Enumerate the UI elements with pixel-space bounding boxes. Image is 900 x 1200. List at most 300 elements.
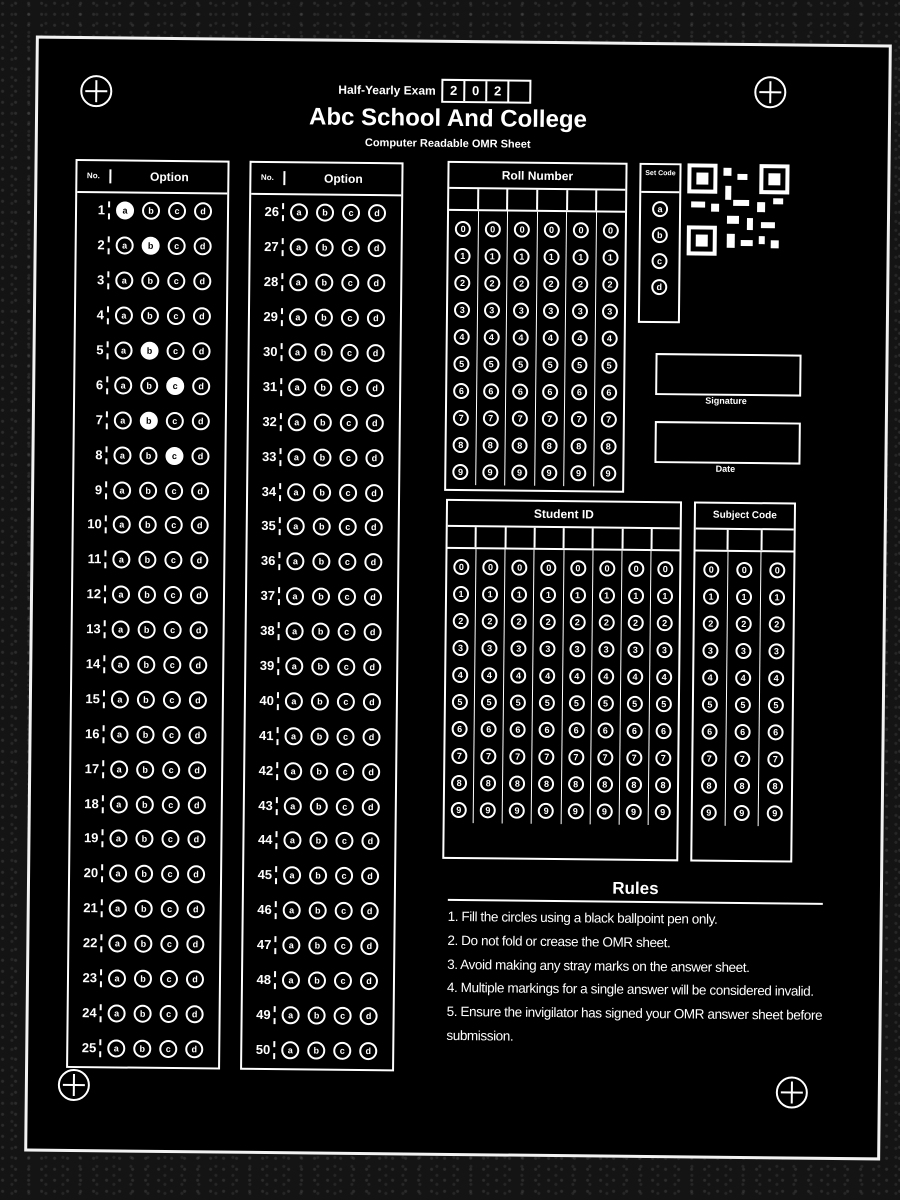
digit-bubble-8[interactable]: 8	[453, 436, 469, 452]
digit-bubble-6[interactable]: 6	[512, 383, 528, 399]
digit-bubble-8[interactable]: 8	[767, 778, 783, 794]
digit-bubble-0[interactable]: 0	[573, 222, 589, 238]
option-bubble-c[interactable]: c	[338, 623, 356, 641]
option-bubble-d[interactable]: d	[191, 447, 209, 465]
digit-bubble-2[interactable]: 2	[598, 614, 614, 630]
option-bubble-b[interactable]: b	[310, 762, 328, 780]
digit-bubble-9[interactable]: 9	[570, 465, 586, 481]
option-bubble-c[interactable]: c	[160, 970, 178, 988]
digit-bubble-4[interactable]: 4	[542, 329, 558, 345]
option-bubble-b[interactable]: b	[134, 935, 152, 953]
option-bubble-d[interactable]: d	[194, 238, 212, 256]
option-bubble-d[interactable]: d	[188, 796, 206, 814]
digit-bubble-5[interactable]: 5	[627, 695, 643, 711]
digit-bubble-6[interactable]: 6	[571, 384, 587, 400]
digit-bubble-3[interactable]: 3	[602, 303, 618, 319]
option-bubble-b[interactable]: b	[313, 448, 331, 466]
digit-entry-cell[interactable]	[729, 530, 763, 550]
option-bubble-c[interactable]: c	[161, 865, 179, 883]
digit-bubble-8[interactable]: 8	[701, 777, 717, 793]
option-bubble-d[interactable]: d	[360, 937, 378, 955]
option-bubble-d[interactable]: d	[362, 763, 380, 781]
option-bubble-c[interactable]: c	[162, 726, 180, 744]
option-bubble-a[interactable]: a	[285, 692, 303, 710]
digit-bubble-3[interactable]: 3	[572, 303, 588, 319]
option-bubble-a[interactable]: a	[113, 481, 131, 499]
option-bubble-d[interactable]: d	[190, 586, 208, 604]
option-bubble-a[interactable]: a	[281, 1041, 299, 1059]
option-bubble-b[interactable]: b	[310, 797, 328, 815]
digit-bubble-1[interactable]: 1	[657, 588, 673, 604]
digit-bubble-3[interactable]: 3	[768, 643, 784, 659]
option-bubble-b[interactable]: b	[312, 623, 330, 641]
option-bubble-d[interactable]: d	[192, 342, 210, 360]
option-bubble-d[interactable]: d	[363, 693, 381, 711]
option-bubble-a[interactable]: a	[285, 657, 303, 675]
digit-bubble-3[interactable]: 3	[598, 641, 614, 657]
digit-bubble-7[interactable]: 7	[539, 748, 555, 764]
digit-bubble-8[interactable]: 8	[482, 437, 498, 453]
option-bubble-d[interactable]: d	[364, 553, 382, 571]
digit-bubble-3[interactable]: 3	[452, 639, 468, 655]
option-bubble-d[interactable]: d	[361, 902, 379, 920]
digit-entry-cell[interactable]	[449, 189, 479, 209]
option-bubble-c[interactable]: c	[165, 447, 183, 465]
digit-bubble-2[interactable]: 2	[569, 614, 585, 630]
option-bubble-d[interactable]: d	[361, 832, 379, 850]
option-bubble-d[interactable]: d	[367, 309, 385, 327]
option-bubble-c[interactable]: c	[339, 518, 357, 536]
option-bubble-b[interactable]: b	[140, 411, 158, 429]
digit-bubble-0[interactable]: 0	[570, 560, 586, 576]
digit-bubble-2[interactable]: 2	[540, 613, 556, 629]
option-bubble-b[interactable]: b	[312, 553, 330, 571]
option-bubble-b[interactable]: b	[139, 481, 157, 499]
digit-bubble-2[interactable]: 2	[703, 615, 719, 631]
digit-bubble-6[interactable]: 6	[453, 382, 469, 398]
option-bubble-b[interactable]: b	[136, 760, 154, 778]
digit-bubble-6[interactable]: 6	[702, 723, 718, 739]
option-bubble-b[interactable]: b	[136, 795, 154, 813]
digit-bubble-6[interactable]: 6	[735, 723, 751, 739]
digit-bubble-4[interactable]: 4	[702, 669, 718, 685]
digit-bubble-4[interactable]: 4	[540, 667, 556, 683]
option-bubble-d[interactable]: d	[365, 484, 383, 502]
digit-bubble-0[interactable]: 0	[736, 561, 752, 577]
option-bubble-d[interactable]: d	[366, 344, 384, 362]
digit-bubble-7[interactable]: 7	[568, 749, 584, 765]
digit-bubble-9[interactable]: 9	[701, 804, 717, 820]
option-bubble-a[interactable]: a	[112, 621, 130, 639]
digit-bubble-2[interactable]: 2	[482, 613, 498, 629]
digit-bubble-9[interactable]: 9	[600, 465, 616, 481]
digit-bubble-4[interactable]: 4	[572, 330, 588, 346]
digit-bubble-0[interactable]: 0	[514, 221, 530, 237]
digit-bubble-9[interactable]: 9	[734, 804, 750, 820]
option-bubble-b[interactable]: b	[141, 272, 159, 290]
option-bubble-d[interactable]: d	[193, 307, 211, 325]
option-bubble-a[interactable]: a	[290, 204, 308, 222]
digit-bubble-5[interactable]: 5	[542, 356, 558, 372]
digit-bubble-1[interactable]: 1	[453, 585, 469, 601]
year-digit[interactable]	[510, 82, 530, 102]
option-bubble-b[interactable]: b	[141, 307, 159, 325]
option-bubble-b[interactable]: b	[133, 1039, 151, 1057]
digit-entry-cell[interactable]	[623, 529, 652, 549]
option-bubble-b[interactable]: b	[314, 413, 332, 431]
option-bubble-b[interactable]: b	[308, 1006, 326, 1024]
option-bubble-b[interactable]: b	[311, 692, 329, 710]
digit-bubble-7[interactable]: 7	[453, 409, 469, 425]
digit-bubble-4[interactable]: 4	[601, 330, 617, 346]
digit-bubble-9[interactable]: 9	[509, 802, 525, 818]
digit-bubble-0[interactable]: 0	[599, 560, 615, 576]
option-bubble-a[interactable]: a	[287, 448, 305, 466]
option-bubble-c[interactable]: c	[164, 551, 182, 569]
option-bubble-a[interactable]: a	[282, 936, 300, 954]
option-bubble-b[interactable]: b	[315, 274, 333, 292]
option-bubble-c[interactable]: c	[336, 762, 354, 780]
option-bubble-b[interactable]: b	[138, 586, 156, 604]
digit-bubble-0[interactable]: 0	[703, 561, 719, 577]
option-bubble-a[interactable]: a	[115, 272, 133, 290]
digit-bubble-8[interactable]: 8	[512, 437, 528, 453]
option-bubble-a[interactable]: a	[114, 411, 132, 429]
option-bubble-d[interactable]: d	[187, 831, 205, 849]
option-bubble-b[interactable]: b	[135, 865, 153, 883]
digit-bubble-5[interactable]: 5	[513, 356, 529, 372]
digit-bubble-9[interactable]: 9	[538, 802, 554, 818]
option-bubble-d[interactable]: d	[363, 658, 381, 676]
option-bubble-a[interactable]: a	[286, 587, 304, 605]
digit-bubble-1[interactable]: 1	[570, 587, 586, 603]
digit-bubble-1[interactable]: 1	[482, 586, 498, 602]
option-bubble-b[interactable]: b	[309, 832, 327, 850]
option-bubble-c[interactable]: c	[167, 272, 185, 290]
option-bubble-c[interactable]: c	[166, 377, 184, 395]
digit-bubble-0[interactable]: 0	[544, 221, 560, 237]
digit-bubble-7[interactable]: 7	[480, 748, 496, 764]
option-bubble-c[interactable]: c	[159, 1040, 177, 1058]
option-bubble-a[interactable]: a	[282, 971, 300, 989]
digit-bubble-4[interactable]: 4	[510, 667, 526, 683]
digit-bubble-5[interactable]: 5	[601, 357, 617, 373]
option-bubble-d[interactable]: d	[191, 517, 209, 535]
digit-bubble-8[interactable]: 8	[538, 775, 554, 791]
option-bubble-b[interactable]: b	[139, 516, 157, 534]
option-bubble-a[interactable]: a	[109, 830, 127, 848]
set-code-bubble-d[interactable]: d	[651, 279, 667, 295]
option-bubble-c[interactable]: c	[339, 448, 357, 466]
digit-bubble-5[interactable]: 5	[539, 694, 555, 710]
option-bubble-a[interactable]: a	[109, 900, 127, 918]
option-bubble-a[interactable]: a	[114, 376, 132, 394]
digit-bubble-7[interactable]: 7	[483, 410, 499, 426]
option-bubble-b[interactable]: b	[134, 1005, 152, 1023]
option-bubble-a[interactable]: a	[113, 516, 131, 534]
option-bubble-c[interactable]: c	[166, 342, 184, 360]
digit-bubble-7[interactable]: 7	[734, 750, 750, 766]
digit-bubble-0[interactable]: 0	[657, 561, 673, 577]
option-bubble-c[interactable]: c	[341, 274, 359, 292]
option-bubble-d[interactable]: d	[360, 972, 378, 990]
option-bubble-d[interactable]: d	[185, 1040, 203, 1058]
option-bubble-b[interactable]: b	[137, 656, 155, 674]
option-bubble-a[interactable]: a	[110, 795, 128, 813]
digit-bubble-1[interactable]: 1	[736, 588, 752, 604]
set-code-bubble-c[interactable]: c	[651, 253, 667, 269]
year-digit[interactable]: 2	[444, 81, 466, 101]
digit-bubble-5[interactable]: 5	[483, 356, 499, 372]
digit-bubble-8[interactable]: 8	[626, 776, 642, 792]
option-bubble-c[interactable]: c	[340, 414, 358, 432]
digit-bubble-0[interactable]: 0	[769, 562, 785, 578]
option-bubble-c[interactable]: c	[164, 621, 182, 639]
digit-entry-cell[interactable]	[594, 528, 623, 548]
digit-bubble-3[interactable]: 3	[454, 301, 470, 317]
option-bubble-c[interactable]: c	[334, 1007, 352, 1025]
option-bubble-b[interactable]: b	[134, 970, 152, 988]
option-bubble-b[interactable]: b	[314, 378, 332, 396]
digit-bubble-2[interactable]: 2	[453, 612, 469, 628]
option-bubble-a[interactable]: a	[111, 655, 129, 673]
digit-bubble-4[interactable]: 4	[768, 670, 784, 686]
digit-bubble-7[interactable]: 7	[451, 747, 467, 763]
digit-bubble-9[interactable]: 9	[767, 805, 783, 821]
digit-bubble-1[interactable]: 1	[599, 587, 615, 603]
option-bubble-c[interactable]: c	[168, 237, 186, 255]
option-bubble-a[interactable]: a	[113, 446, 131, 464]
digit-bubble-0[interactable]: 0	[628, 560, 644, 576]
digit-bubble-4[interactable]: 4	[735, 669, 751, 685]
digit-bubble-3[interactable]: 3	[735, 642, 751, 658]
option-bubble-d[interactable]: d	[189, 656, 207, 674]
option-bubble-c[interactable]: c	[166, 412, 184, 430]
option-bubble-c[interactable]: c	[333, 1042, 351, 1060]
option-bubble-d[interactable]: d	[364, 623, 382, 641]
digit-bubble-2[interactable]: 2	[543, 275, 559, 291]
digit-bubble-4[interactable]: 4	[481, 667, 497, 683]
digit-bubble-6[interactable]: 6	[626, 722, 642, 738]
digit-bubble-6[interactable]: 6	[483, 383, 499, 399]
digit-bubble-2[interactable]: 2	[657, 615, 673, 631]
option-bubble-a[interactable]: a	[110, 760, 128, 778]
option-bubble-d[interactable]: d	[188, 726, 206, 744]
digit-bubble-1[interactable]: 1	[511, 586, 527, 602]
digit-entry-cell[interactable]	[565, 528, 594, 548]
digit-bubble-1[interactable]: 1	[602, 249, 618, 265]
date-field[interactable]	[654, 421, 800, 465]
option-bubble-a[interactable]: a	[111, 690, 129, 708]
option-bubble-a[interactable]: a	[289, 308, 307, 326]
option-bubble-c[interactable]: c	[160, 1005, 178, 1023]
option-bubble-a[interactable]: a	[288, 343, 306, 361]
option-bubble-d[interactable]: d	[190, 621, 208, 639]
digit-bubble-5[interactable]: 5	[768, 697, 784, 713]
option-bubble-a[interactable]: a	[112, 551, 130, 569]
digit-bubble-1[interactable]: 1	[514, 248, 530, 264]
option-bubble-d[interactable]: d	[360, 1007, 378, 1025]
option-bubble-a[interactable]: a	[287, 483, 305, 501]
digit-bubble-9[interactable]: 9	[541, 464, 557, 480]
digit-entry-cell[interactable]	[652, 529, 679, 549]
digit-bubble-9[interactable]: 9	[626, 803, 642, 819]
digit-bubble-2[interactable]: 2	[484, 275, 500, 291]
digit-bubble-6[interactable]: 6	[510, 721, 526, 737]
digit-bubble-1[interactable]: 1	[455, 247, 471, 263]
option-bubble-c[interactable]: c	[164, 586, 182, 604]
option-bubble-c[interactable]: c	[336, 797, 354, 815]
option-bubble-c[interactable]: c	[165, 481, 183, 499]
digit-bubble-7[interactable]: 7	[542, 410, 558, 426]
option-bubble-b[interactable]: b	[314, 343, 332, 361]
digit-bubble-1[interactable]: 1	[769, 589, 785, 605]
digit-bubble-5[interactable]: 5	[454, 355, 470, 371]
option-bubble-b[interactable]: b	[309, 867, 327, 885]
digit-bubble-6[interactable]: 6	[568, 722, 584, 738]
digit-bubble-1[interactable]: 1	[540, 586, 556, 602]
digit-bubble-7[interactable]: 7	[512, 410, 528, 426]
option-bubble-d[interactable]: d	[366, 379, 384, 397]
option-bubble-d[interactable]: d	[365, 449, 383, 467]
digit-bubble-8[interactable]: 8	[509, 775, 525, 791]
option-bubble-d[interactable]: d	[188, 761, 206, 779]
option-bubble-a[interactable]: a	[112, 586, 130, 604]
digit-bubble-1[interactable]: 1	[484, 248, 500, 264]
option-bubble-c[interactable]: c	[335, 867, 353, 885]
option-bubble-b[interactable]: b	[311, 657, 329, 675]
option-bubble-b[interactable]: b	[142, 202, 160, 220]
option-bubble-a[interactable]: a	[109, 865, 127, 883]
option-bubble-a[interactable]: a	[108, 969, 126, 987]
set-code-bubble-b[interactable]: b	[652, 227, 668, 243]
digit-bubble-3[interactable]: 3	[569, 641, 585, 657]
digit-bubble-0[interactable]: 0	[512, 559, 528, 575]
option-bubble-b[interactable]: b	[313, 518, 331, 536]
option-bubble-a[interactable]: a	[114, 341, 132, 359]
option-bubble-a[interactable]: a	[115, 307, 133, 325]
digit-bubble-5[interactable]: 5	[702, 696, 718, 712]
option-bubble-b[interactable]: b	[316, 204, 334, 222]
digit-bubble-3[interactable]: 3	[702, 642, 718, 658]
option-bubble-c[interactable]: c	[338, 553, 356, 571]
option-bubble-d[interactable]: d	[364, 588, 382, 606]
option-bubble-d[interactable]: d	[193, 272, 211, 290]
digit-bubble-6[interactable]: 6	[542, 383, 558, 399]
option-bubble-c[interactable]: c	[161, 830, 179, 848]
option-bubble-d[interactable]: d	[192, 412, 210, 430]
option-bubble-c[interactable]: c	[334, 972, 352, 990]
digit-bubble-5[interactable]: 5	[598, 695, 614, 711]
digit-bubble-3[interactable]: 3	[511, 640, 527, 656]
option-bubble-c[interactable]: c	[335, 902, 353, 920]
option-bubble-a[interactable]: a	[290, 239, 308, 257]
digit-bubble-8[interactable]: 8	[568, 776, 584, 792]
digit-bubble-8[interactable]: 8	[734, 777, 750, 793]
option-bubble-c[interactable]: c	[341, 309, 359, 327]
option-bubble-a[interactable]: a	[289, 273, 307, 291]
option-bubble-d[interactable]: d	[367, 274, 385, 292]
option-bubble-b[interactable]: b	[313, 483, 331, 501]
option-bubble-c[interactable]: c	[335, 832, 353, 850]
digit-bubble-8[interactable]: 8	[480, 775, 496, 791]
option-bubble-c[interactable]: c	[167, 307, 185, 325]
digit-bubble-7[interactable]: 7	[510, 748, 526, 764]
option-bubble-d[interactable]: d	[186, 1005, 204, 1023]
digit-bubble-6[interactable]: 6	[452, 720, 468, 736]
digit-bubble-1[interactable]: 1	[703, 588, 719, 604]
digit-entry-cell[interactable]	[506, 528, 535, 548]
option-bubble-a[interactable]: a	[110, 725, 128, 743]
digit-bubble-2[interactable]: 2	[513, 275, 529, 291]
option-bubble-d[interactable]: d	[187, 866, 205, 884]
digit-bubble-0[interactable]: 0	[455, 220, 471, 236]
digit-bubble-6[interactable]: 6	[601, 384, 617, 400]
digit-bubble-4[interactable]: 4	[598, 668, 614, 684]
option-bubble-b[interactable]: b	[136, 725, 154, 743]
digit-bubble-6[interactable]: 6	[597, 722, 613, 738]
digit-bubble-8[interactable]: 8	[655, 777, 671, 793]
digit-bubble-4[interactable]: 4	[656, 669, 672, 685]
digit-bubble-7[interactable]: 7	[601, 411, 617, 427]
option-bubble-c[interactable]: c	[162, 795, 180, 813]
digit-bubble-5[interactable]: 5	[510, 694, 526, 710]
option-bubble-b[interactable]: b	[315, 309, 333, 327]
digit-bubble-7[interactable]: 7	[626, 749, 642, 765]
digit-entry-cell[interactable]	[448, 527, 477, 547]
digit-bubble-7[interactable]: 7	[767, 751, 783, 767]
digit-bubble-9[interactable]: 9	[452, 463, 468, 479]
digit-bubble-8[interactable]: 8	[600, 438, 616, 454]
option-bubble-a[interactable]: a	[283, 867, 301, 885]
digit-bubble-4[interactable]: 4	[569, 668, 585, 684]
digit-entry-cell[interactable]	[568, 190, 598, 210]
digit-bubble-6[interactable]: 6	[539, 721, 555, 737]
digit-entry-cell[interactable]	[762, 530, 794, 550]
digit-bubble-2[interactable]: 2	[769, 616, 785, 632]
digit-bubble-7[interactable]: 7	[701, 750, 717, 766]
digit-bubble-0[interactable]: 0	[485, 221, 501, 237]
digit-bubble-3[interactable]: 3	[627, 641, 643, 657]
digit-bubble-4[interactable]: 4	[483, 329, 499, 345]
digit-bubble-6[interactable]: 6	[768, 724, 784, 740]
option-bubble-a[interactable]: a	[282, 1006, 300, 1024]
digit-entry-cell[interactable]	[477, 527, 506, 547]
digit-bubble-1[interactable]: 1	[543, 248, 559, 264]
option-bubble-c[interactable]: c	[337, 693, 355, 711]
option-bubble-a[interactable]: a	[286, 622, 304, 640]
option-bubble-d[interactable]: d	[190, 552, 208, 570]
option-bubble-c[interactable]: c	[334, 937, 352, 955]
year-digit[interactable]: 2	[488, 81, 510, 101]
digit-bubble-1[interactable]: 1	[573, 249, 589, 265]
option-bubble-b[interactable]: b	[309, 902, 327, 920]
digit-bubble-3[interactable]: 3	[656, 642, 672, 658]
option-bubble-c[interactable]: c	[165, 516, 183, 534]
option-bubble-a[interactable]: a	[288, 378, 306, 396]
digit-bubble-5[interactable]: 5	[735, 696, 751, 712]
option-bubble-b[interactable]: b	[307, 1041, 325, 1059]
option-bubble-d[interactable]: d	[366, 414, 384, 432]
option-bubble-c[interactable]: c	[160, 935, 178, 953]
option-bubble-c[interactable]: c	[342, 204, 360, 222]
option-bubble-d[interactable]: d	[187, 900, 205, 918]
digit-bubble-9[interactable]: 9	[511, 464, 527, 480]
option-bubble-a[interactable]: a	[108, 934, 126, 952]
digit-bubble-2[interactable]: 2	[602, 276, 618, 292]
digit-bubble-9[interactable]: 9	[567, 803, 583, 819]
digit-bubble-4[interactable]: 4	[627, 668, 643, 684]
